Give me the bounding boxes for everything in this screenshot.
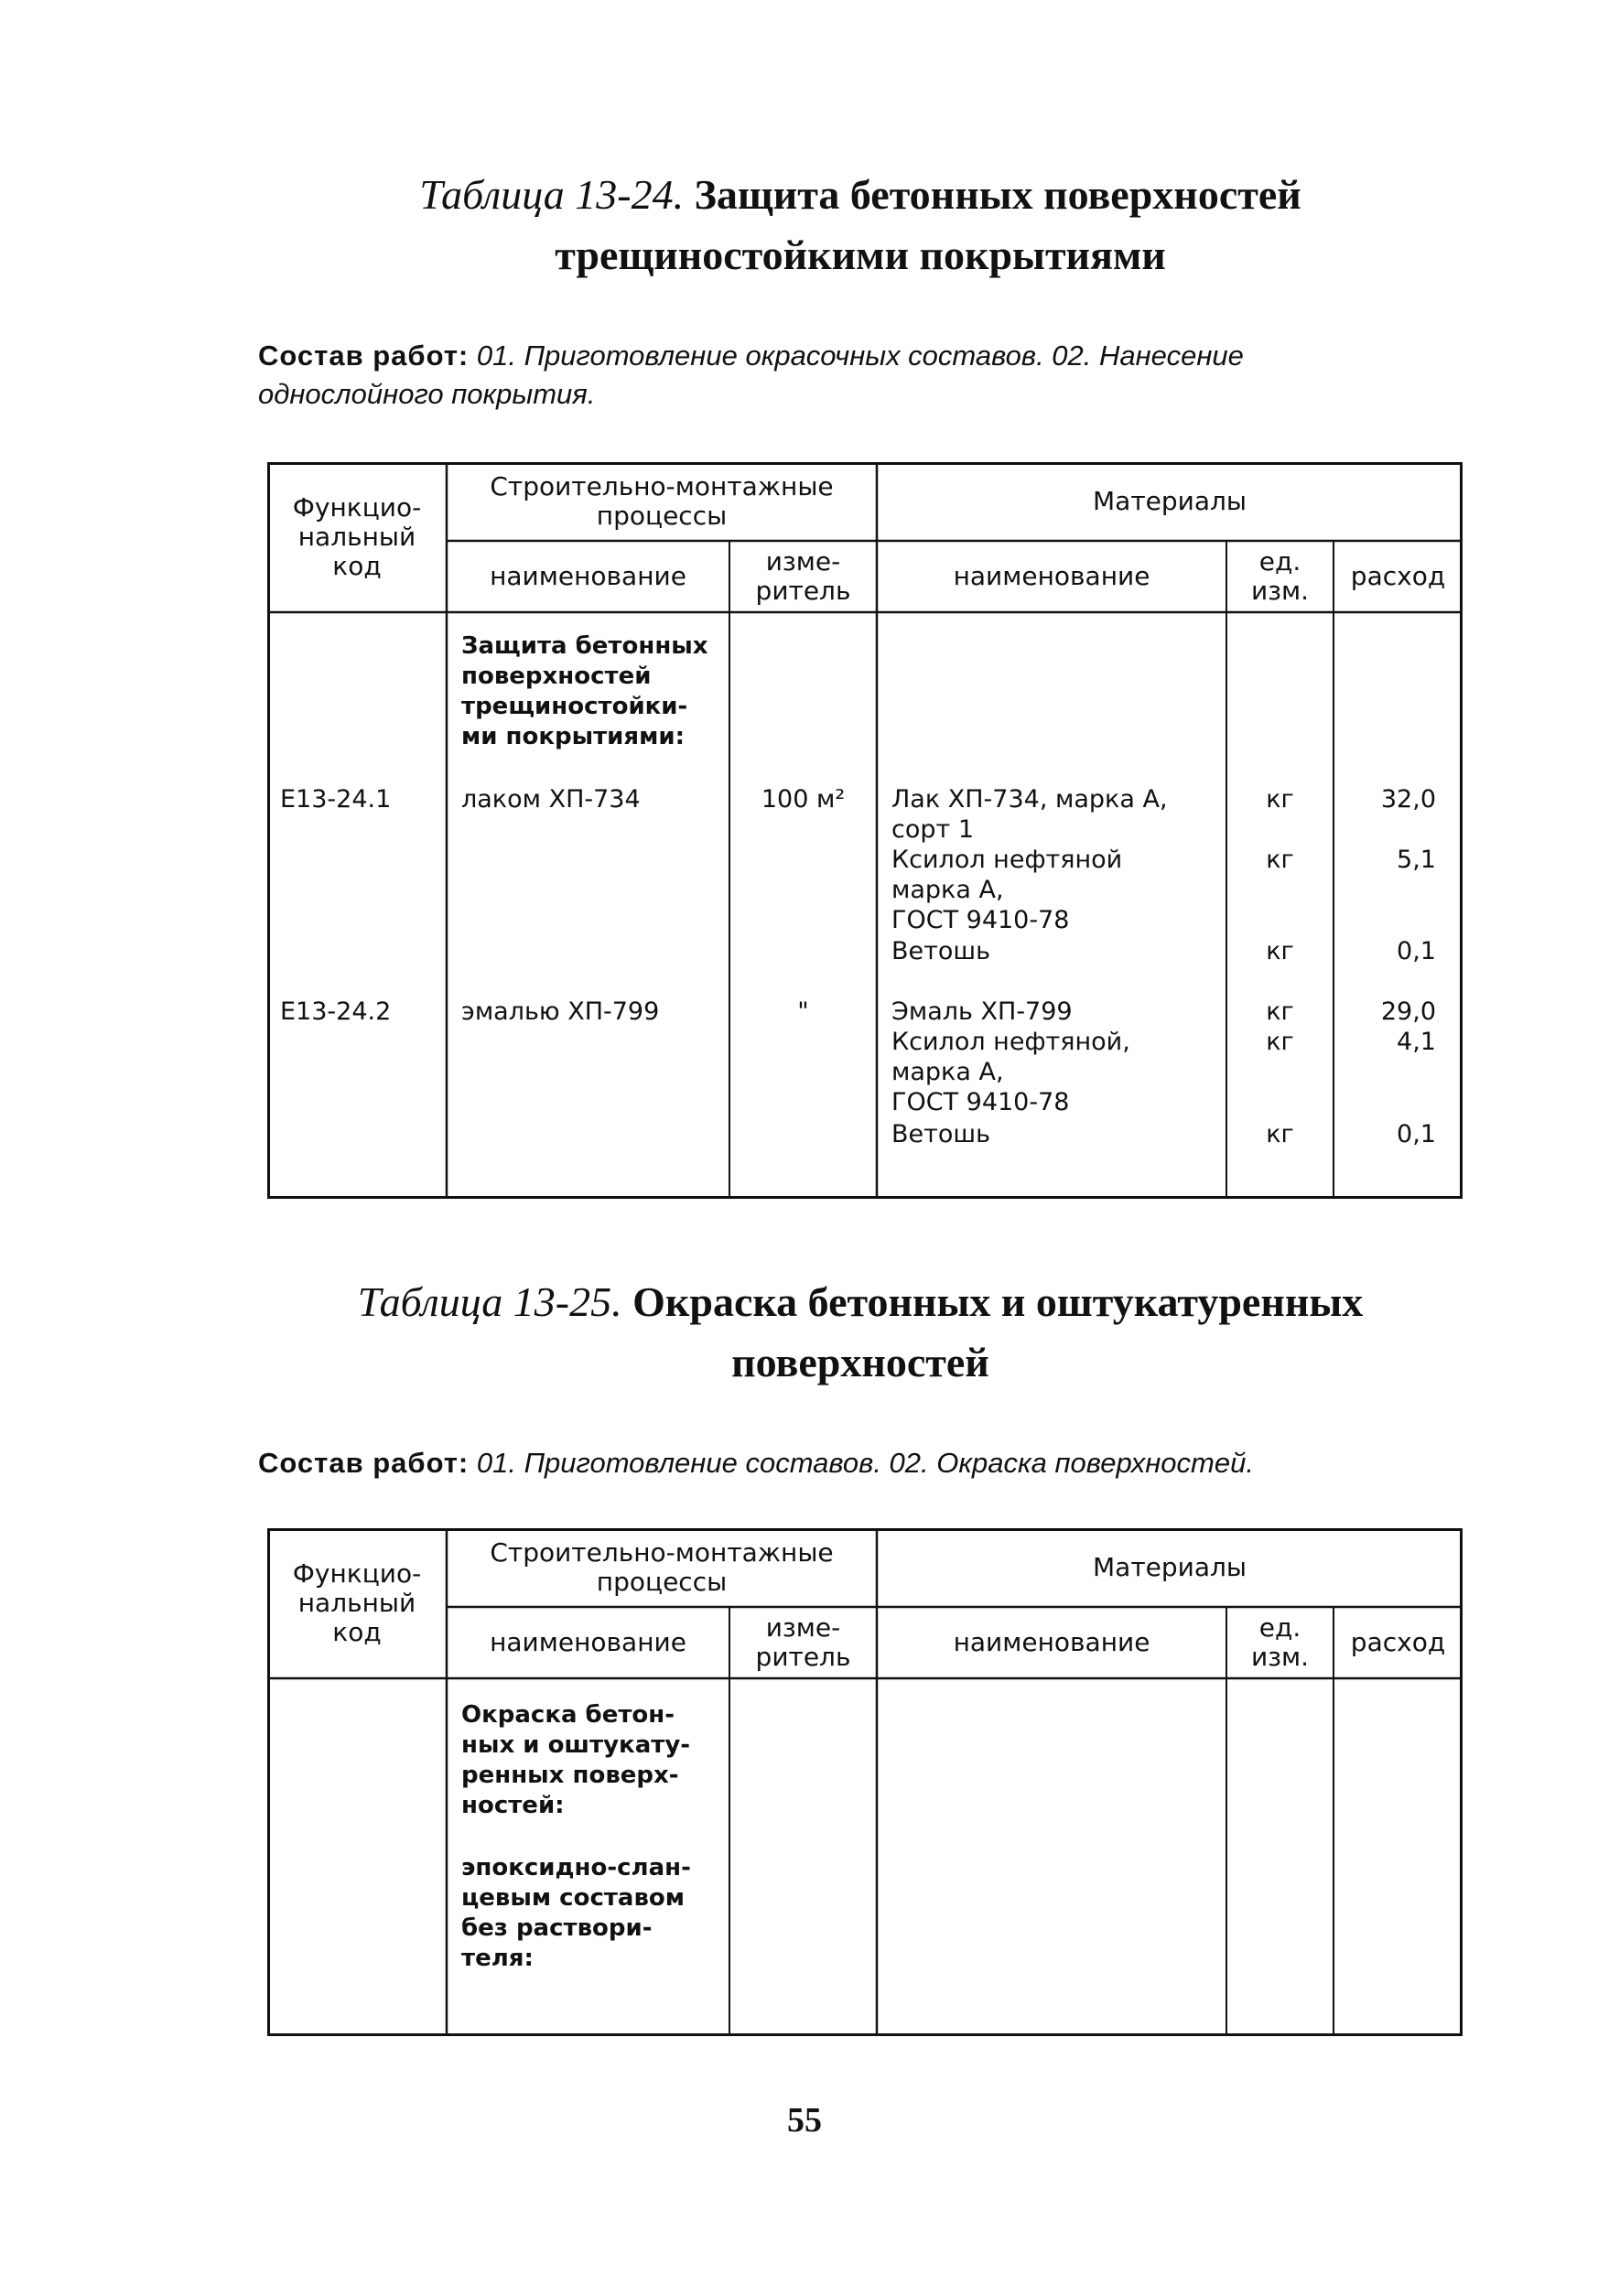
row1-consumption-1: 32,0 — [1380, 785, 1436, 814]
row2-material-2: Ксилол нефтяной, марка А, ГОСТ 9410-78 — [891, 1028, 1130, 1116]
row2-unit-1: кг — [1266, 997, 1294, 1026]
header-process-name: наименование — [490, 1627, 686, 1657]
header-consumption: расход — [1350, 561, 1446, 591]
composition-text: 01. Приготовление составов. 02. Окраска поверхностей. — [476, 1447, 1254, 1479]
table1 — [267, 462, 1463, 1199]
table2-title — [183, 1272, 1538, 1393]
row2-consumption-1: 29,0 — [1380, 997, 1436, 1026]
header-material-name: наименование — [953, 1627, 1150, 1657]
row1-unit-1: кг — [1266, 785, 1294, 814]
row1-code: Е13-24.1 — [280, 785, 392, 814]
table1-title — [183, 165, 1538, 286]
group-title: Окраска бетон- ных и оштукату- ренных поверх- ностей: — [461, 1701, 691, 1819]
header-process-name: наименование — [490, 561, 686, 591]
header-materials: Материалы — [1093, 486, 1247, 516]
header-measure: изме- ритель — [755, 1612, 851, 1672]
table1-title-main: Защита бетонных поверхностей — [694, 171, 1301, 218]
header-material-name: наименование — [953, 561, 1150, 591]
row1-material-3: Ветошь — [891, 937, 990, 965]
row1-unit-3: кг — [1266, 937, 1294, 965]
composition-text-line2: однослойного покрытия. — [258, 378, 596, 410]
group-subtitle: эпоксидно-слан- цевым составом без раствори- теля: — [461, 1854, 691, 1972]
row1-unit-2: кг — [1266, 846, 1294, 874]
table2-composition — [258, 1444, 1475, 1482]
header-unit: ед. изм. — [1250, 546, 1310, 606]
row1-process: лаком ХП-734 — [461, 785, 641, 814]
header-processes: Строительно-монтажные процессы — [490, 1537, 834, 1597]
header-measure: изме- ритель — [755, 546, 851, 606]
row1-material-2: Ксилол нефтяной марка А, ГОСТ 9410-78 — [891, 846, 1123, 934]
row2-consumption-3: 0,1 — [1397, 1120, 1436, 1148]
row2-process: эмалью ХП-799 — [461, 997, 660, 1026]
composition-label: Состав работ: — [258, 340, 470, 372]
table1-composition — [258, 337, 1475, 414]
row2-code: Е13-24.2 — [280, 997, 392, 1026]
page-number: 55 — [787, 2101, 822, 2140]
row2-material-1: Эмаль ХП-799 — [891, 997, 1073, 1026]
header-code: Функцио- нальный код — [292, 492, 422, 581]
row1-consumption-2: 5,1 — [1397, 846, 1436, 874]
table1-title-line2: трещиностойкими покрытиями — [555, 232, 1166, 278]
table2 — [267, 1528, 1463, 2036]
row1-measure: 100 м² — [761, 785, 846, 814]
table2-title-line2: поверхностей — [731, 1339, 989, 1385]
row1-material-1: Лак ХП-734, марка А, сорт 1 — [891, 785, 1168, 844]
header-code: Функцио- нальный код — [292, 1558, 422, 1647]
composition-label: Состав работ: — [258, 1447, 470, 1479]
row1-consumption-3: 0,1 — [1397, 937, 1436, 965]
header-processes: Строительно-монтажные процессы — [490, 471, 834, 531]
header-consumption: расход — [1350, 1627, 1446, 1657]
composition-text: 01. Приготовление окрасочных составов. 02. Нанесение — [476, 340, 1244, 372]
row2-material-3: Ветошь — [891, 1120, 990, 1148]
header-unit: ед. изм. — [1250, 1612, 1310, 1672]
group-title: Защита бетонных поверхностей трещиностойки- ми покрытиями: — [461, 632, 708, 750]
table1-title-prefix: Таблица 13-24. — [419, 171, 685, 218]
row2-unit-3: кг — [1266, 1120, 1294, 1148]
table2-title-prefix: Таблица 13-25. — [357, 1278, 622, 1325]
table2-title-main: Окраска бетонных и оштукатуренных — [632, 1278, 1364, 1325]
header-materials: Материалы — [1093, 1552, 1247, 1582]
row2-unit-2: кг — [1266, 1028, 1294, 1056]
row2-consumption-2: 4,1 — [1397, 1028, 1436, 1056]
row2-measure: " — [797, 997, 809, 1026]
